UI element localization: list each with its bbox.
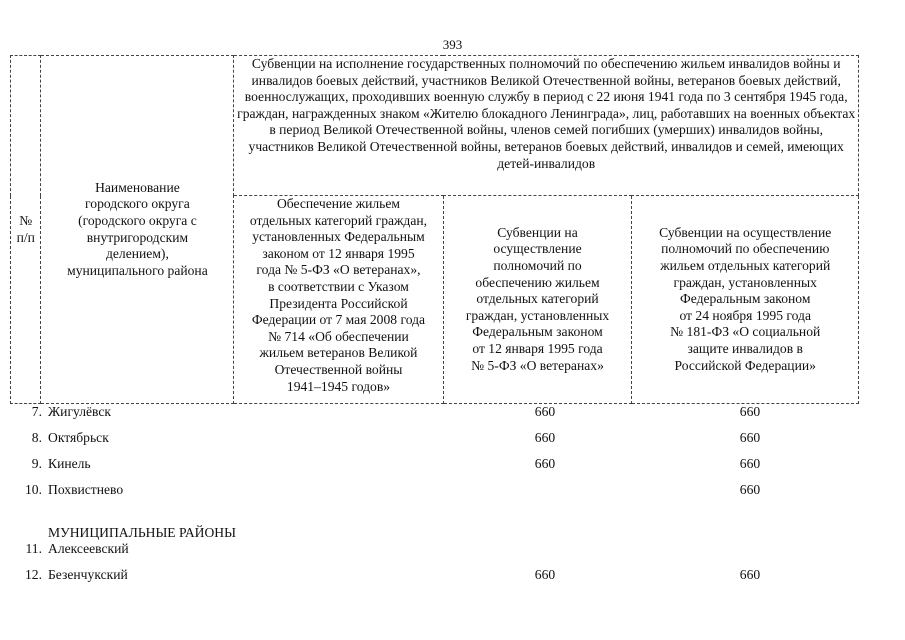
table-row bbox=[0, 540, 905, 558]
row-number: 8. bbox=[31, 430, 42, 445]
header-sub-column-b: Субвенции на осуществление полномочий по обеспечению жильем отдельных категорий граждан, установленных Федеральным законом от 12 января 1995 года № 5-ФЗ «О ветеранах» bbox=[443, 196, 632, 404]
header-sub-column-c: Субвенции на осуществление полномочий по обеспечению жильем отдельных категорий граждан, установленных Федеральным законом от 24 ноября 1995 года № 181-ФЗ «О социальной защите инвалидов в Российской Федерации» bbox=[632, 196, 859, 404]
row-name: Безенчукский bbox=[48, 567, 128, 582]
row-value-b: 660 bbox=[534, 404, 556, 419]
table-row bbox=[0, 403, 905, 421]
row-name: Октябрьск bbox=[48, 430, 109, 445]
row-number: 10. bbox=[25, 482, 42, 497]
row-value-c: 660 bbox=[739, 482, 761, 497]
row-name: Похвистнево bbox=[48, 482, 124, 497]
row-number: 11. bbox=[25, 541, 42, 556]
section-heading: МУНИЦИПАЛЬНЫЕ РАЙОНЫ bbox=[48, 525, 236, 540]
row-value-c: 660 bbox=[739, 430, 761, 445]
header-name-column: Наименование городского округа (городского округа с внутригородским делением), муниципального района bbox=[41, 56, 234, 404]
table-row bbox=[0, 455, 905, 473]
row-name: Жигулёвск bbox=[48, 404, 112, 419]
row-value-c: 660 bbox=[739, 456, 761, 471]
row-name: Кинель bbox=[48, 456, 91, 471]
header-num-column: № п/п bbox=[11, 56, 41, 404]
row-value-c: 660 bbox=[739, 567, 761, 582]
row-name: Алексеевский bbox=[48, 541, 129, 556]
row-number: 7. bbox=[31, 404, 42, 419]
page-number: 393 bbox=[442, 37, 463, 52]
table-row bbox=[0, 429, 905, 447]
row-number: 12. bbox=[25, 567, 42, 582]
row-value-b: 660 bbox=[534, 430, 556, 445]
table-row bbox=[0, 481, 905, 499]
row-value-b: 660 bbox=[534, 567, 556, 582]
header-sub-column-a: Обеспечение жильем отдельных категорий граждан, установленных Федеральным законом от 12 января 1995 года № 5-ФЗ «О ветеранах», в соответствии с Указом Президента Российской Федерации от 7 мая 2008 года № 714 «Об обеспечении жильем ветеранов Великой Отечественной войны 1941–1945 годов» bbox=[234, 196, 443, 404]
row-value-c: 660 bbox=[739, 404, 761, 419]
row-value-b: 660 bbox=[534, 456, 556, 471]
row-number: 9. bbox=[31, 456, 42, 471]
header-group-title: Субвенции на исполнение государственных полномочий по обеспечению жильем инвалидов войны и инвалидов боевых действий, участников Великой Отечественной войны, ветеранов боевых действий, военнослужащих, проходивших военную службу в период с 22 июня 1941 года по 3 сентября 1945 года, граждан, награжденных знаком «Жителю блокадного Ленинграда», лиц, работавших на военных объектах в период Великой Отечественной войны, членов семей погибших (умерших) инвалидов войны, участников Великой Отечественной войны, ветеранов боевых действий, инвалидов и семей, имеющих детей-инвалидов bbox=[234, 56, 859, 196]
table-row bbox=[0, 566, 905, 584]
